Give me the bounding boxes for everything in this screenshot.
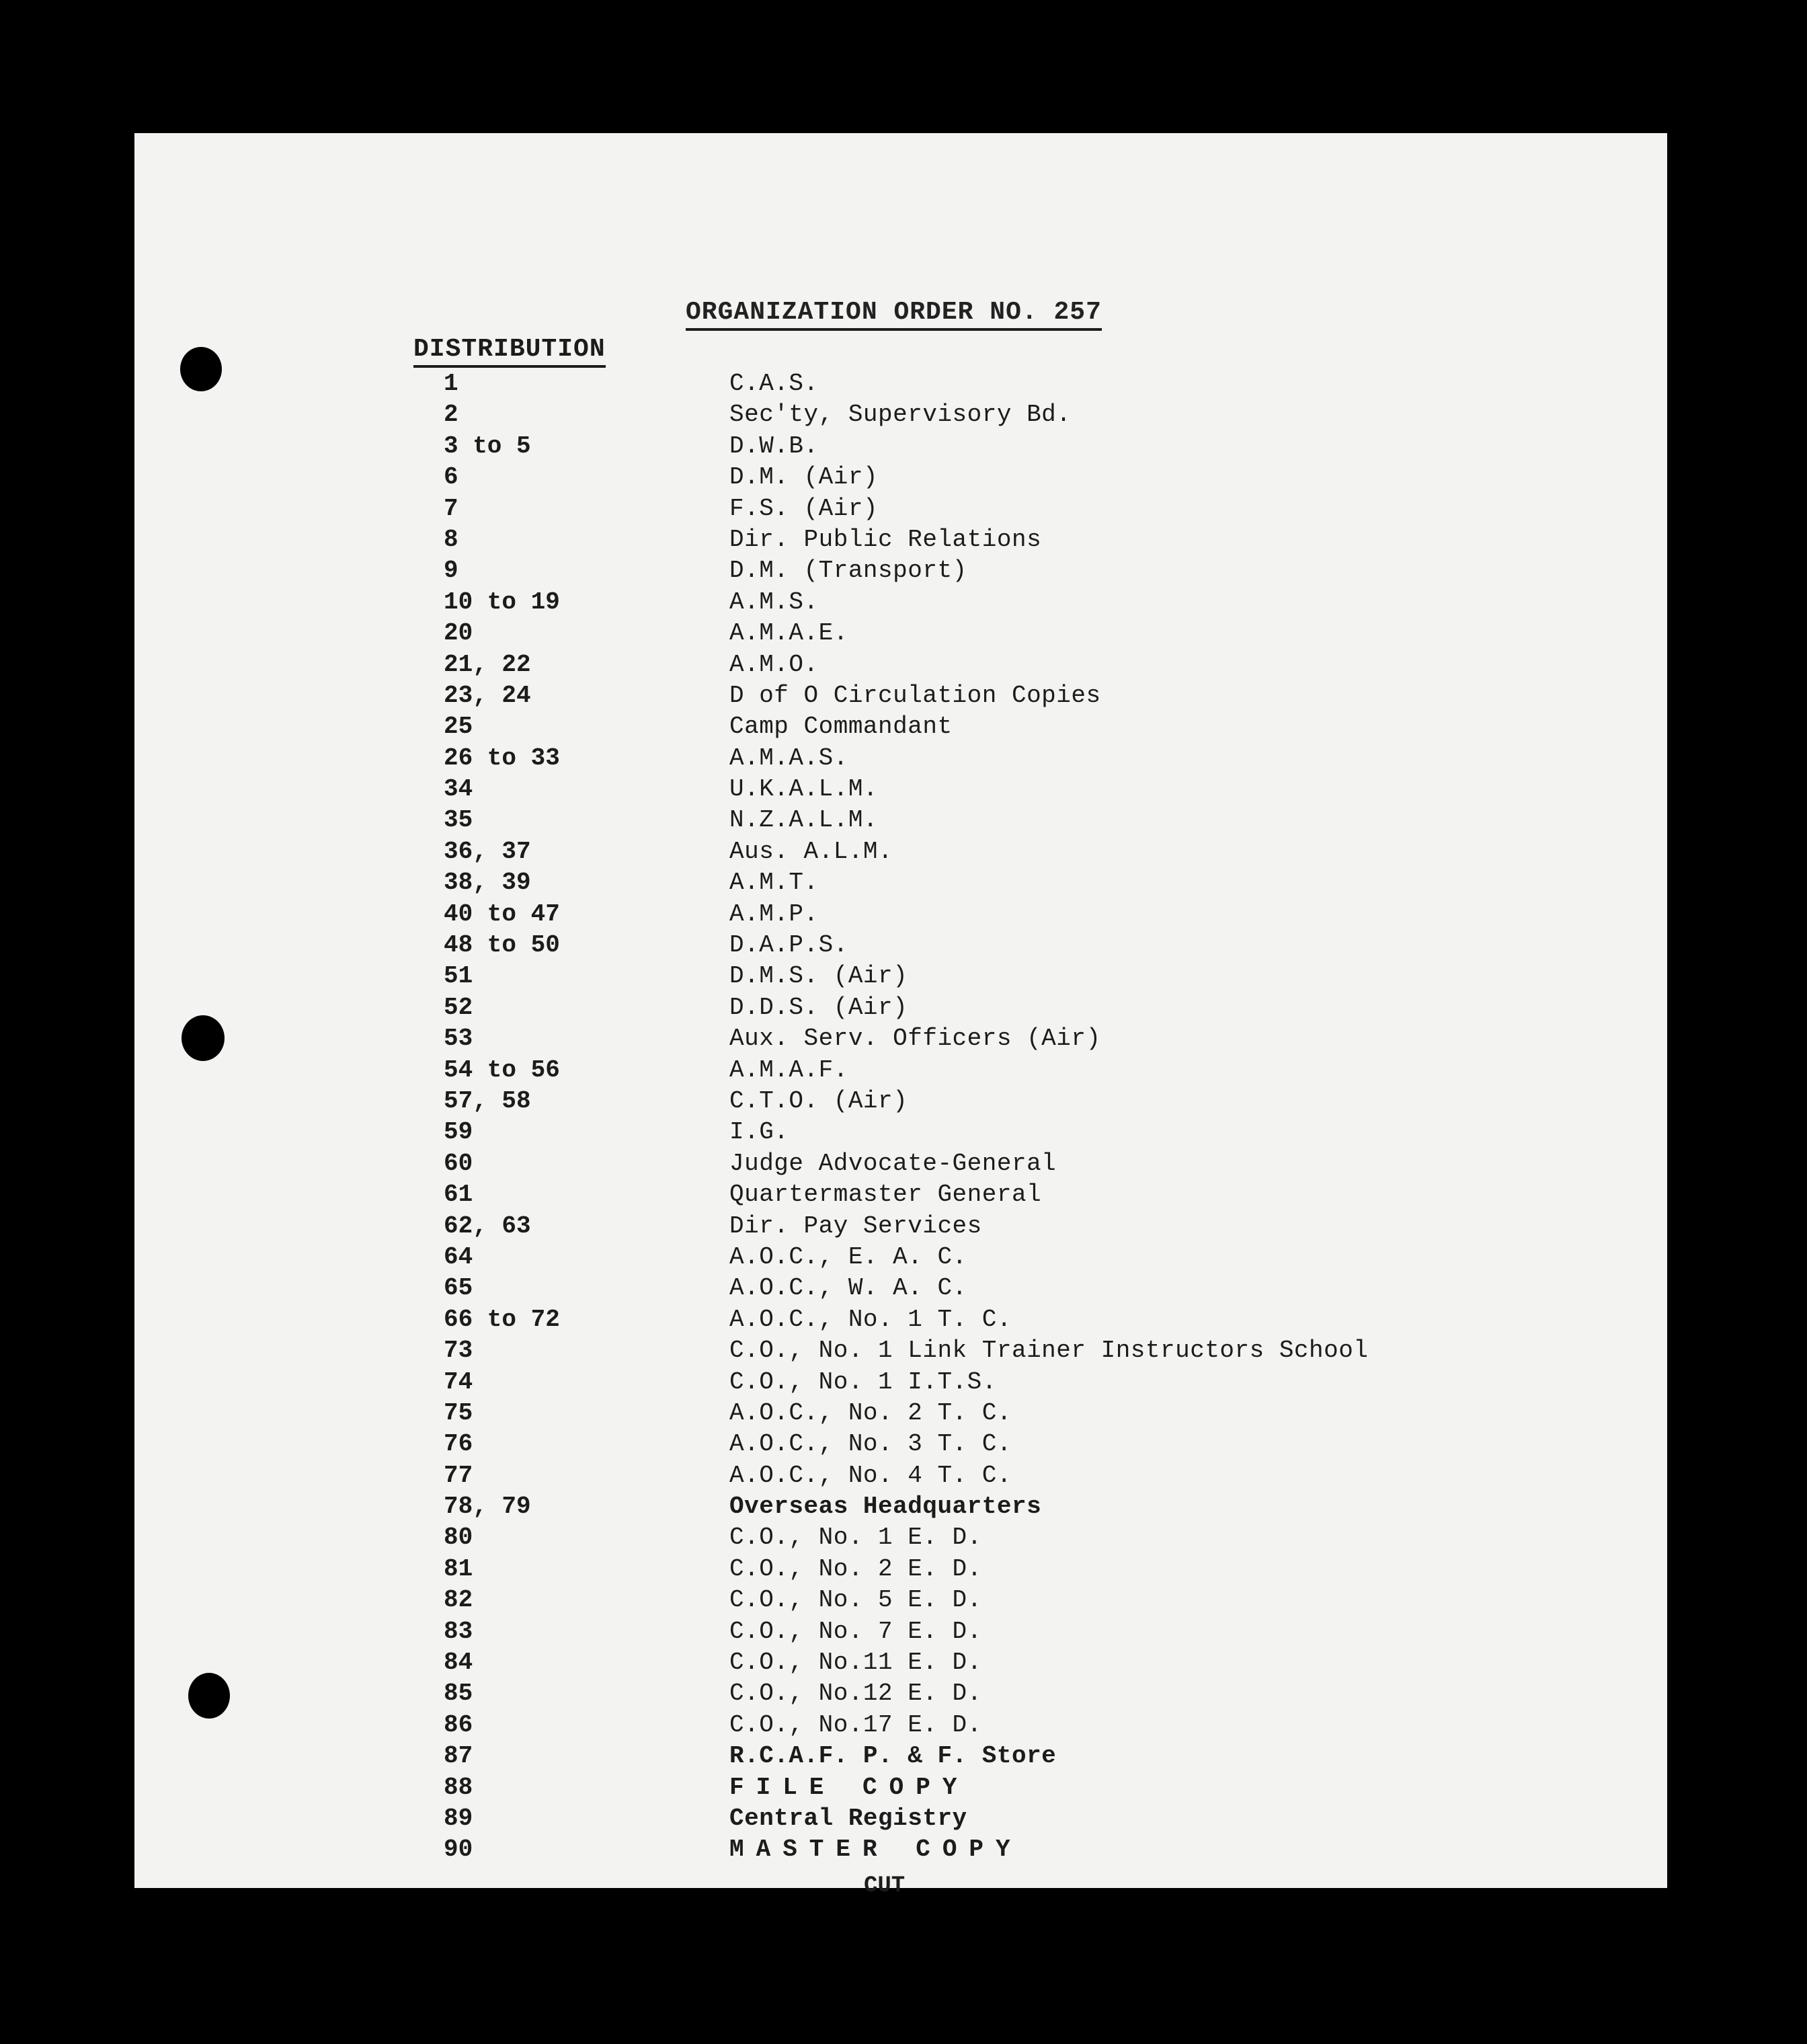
- distribution-number: 90: [444, 1836, 473, 1864]
- document-title: ORGANIZATION ORDER NO. 257: [686, 298, 1102, 331]
- document-page: [134, 133, 1667, 1899]
- distribution-number: 51: [444, 962, 473, 990]
- distribution-number: 40 to 47: [444, 900, 560, 928]
- distribution-recipient: Camp Commandant: [729, 713, 953, 741]
- distribution-number: 64: [444, 1243, 473, 1271]
- distribution-recipient: C.O., No. 1 Link Trainer Instructors School: [729, 1337, 1369, 1365]
- distribution-recipient: R.C.A.F. P. & F. Store: [729, 1742, 1057, 1770]
- distribution-number: 74: [444, 1368, 473, 1396]
- distribution-recipient: Central Registry: [729, 1804, 967, 1832]
- distribution-recipient: A.M.T.: [729, 869, 819, 897]
- distribution-recipient: A.M.O.: [729, 650, 819, 678]
- distribution-recipient: C.O., No. 1 I.T.S.: [729, 1368, 997, 1396]
- distribution-number: 82: [444, 1586, 473, 1614]
- distribution-recipient: FILE COPY: [729, 1773, 969, 1801]
- distribution-recipient: C.O., No.11 E. D.: [729, 1649, 982, 1677]
- distribution-recipient: Judge Advocate-General: [729, 1149, 1057, 1177]
- distribution-number: 65: [444, 1274, 473, 1302]
- distribution-heading: DISTRIBUTION: [413, 335, 606, 368]
- distribution-number: 26 to 33: [444, 744, 560, 772]
- distribution-number: 3 to 5: [444, 432, 531, 460]
- distribution-number: 35: [444, 806, 473, 834]
- distribution-recipient: F.S. (Air): [729, 494, 879, 522]
- distribution-number: 8: [444, 525, 458, 553]
- distribution-recipient: Sec'ty, Supervisory Bd.: [729, 401, 1072, 429]
- distribution-number: 25: [444, 713, 473, 741]
- distribution-number: 89: [444, 1804, 473, 1832]
- distribution-number: 36, 37: [444, 837, 531, 865]
- distribution-number: 7: [444, 494, 458, 522]
- distribution-number: 85: [444, 1680, 473, 1708]
- distribution-number: 52: [444, 993, 473, 1021]
- distribution-recipient: C.O., No.17 E. D.: [729, 1711, 982, 1739]
- distribution-number: 73: [444, 1337, 473, 1365]
- distribution-number: 84: [444, 1649, 473, 1677]
- punch-hole-bottom: [188, 1673, 230, 1719]
- distribution-number: 20: [444, 619, 473, 647]
- distribution-recipient: Dir. Pay Services: [729, 1212, 982, 1240]
- distribution-recipient: A.O.C., No. 4 T. C.: [729, 1461, 1012, 1489]
- distribution-number: 75: [444, 1399, 473, 1427]
- distribution-recipient: D.M.S. (Air): [729, 962, 908, 990]
- distribution-recipient: U.K.A.L.M.: [729, 775, 879, 803]
- distribution-number: 83: [444, 1617, 473, 1645]
- distribution-recipient: Aus. A.L.M.: [729, 837, 893, 865]
- distribution-recipient: C.O., No. 7 E. D.: [729, 1617, 982, 1645]
- distribution-recipient: D.D.S. (Air): [729, 993, 908, 1021]
- distribution-number: 86: [444, 1711, 473, 1739]
- distribution-recipient: A.M.P.: [729, 900, 819, 928]
- distribution-recipient: C.O., No. 5 E. D.: [729, 1586, 982, 1614]
- distribution-number: 76: [444, 1430, 473, 1458]
- distribution-number: 34: [444, 775, 473, 803]
- distribution-recipient: A.M.A.S.: [729, 744, 848, 772]
- distribution-recipient: C.O., No. 1 E. D.: [729, 1524, 982, 1552]
- distribution-number: 53: [444, 1025, 473, 1053]
- distribution-recipient: A.O.C., No. 1 T. C.: [729, 1305, 1012, 1333]
- distribution-number: 77: [444, 1461, 473, 1489]
- distribution-recipient: C.A.S.: [729, 370, 819, 397]
- distribution-number: 61: [444, 1181, 473, 1209]
- punch-hole-top: [180, 347, 222, 391]
- distribution-recipient: A.O.C., E. A. C.: [729, 1243, 967, 1271]
- distribution-number: 78, 79: [444, 1493, 531, 1521]
- distribution-number: 23, 24: [444, 681, 531, 709]
- distribution-number: 21, 22: [444, 650, 531, 678]
- distribution-recipient: D of O Circulation Copies: [729, 681, 1101, 709]
- distribution-number: 81: [444, 1555, 473, 1583]
- distribution-recipient: A.M.S.: [729, 588, 819, 616]
- distribution-number: 38, 39: [444, 869, 531, 897]
- distribution-number: 54 to 56: [444, 1056, 560, 1084]
- distribution-recipient: A.O.C., No. 2 T. C.: [729, 1399, 1012, 1427]
- distribution-recipient: D.A.P.S.: [729, 931, 848, 959]
- distribution-recipient: Overseas Headquarters: [729, 1493, 1042, 1521]
- distribution-recipient: MASTER COPY: [729, 1836, 1022, 1864]
- distribution-number: 6: [444, 463, 458, 492]
- distribution-number: 57, 58: [444, 1087, 531, 1115]
- distribution-number: 1: [444, 370, 458, 397]
- distribution-number: 60: [444, 1149, 473, 1177]
- distribution-number: 10 to 19: [444, 588, 560, 616]
- distribution-number: 88: [444, 1773, 473, 1801]
- distribution-number: 48 to 50: [444, 931, 560, 959]
- distribution-number: 80: [444, 1524, 473, 1552]
- distribution-recipient: D.M. (Air): [729, 463, 879, 492]
- footer-text: CUT: [864, 1873, 906, 1899]
- distribution-number: 59: [444, 1118, 473, 1146]
- distribution-number: 66 to 72: [444, 1305, 560, 1333]
- distribution-recipient: Aux. Serv. Officers (Air): [729, 1025, 1101, 1053]
- distribution-recipient: C.O., No. 2 E. D.: [729, 1555, 982, 1583]
- distribution-recipient: C.O., No.12 E. D.: [729, 1680, 982, 1708]
- distribution-recipient: C.T.O. (Air): [729, 1087, 908, 1115]
- distribution-recipient: D.M. (Transport): [729, 557, 967, 585]
- distribution-recipient: I.G.: [729, 1118, 789, 1146]
- distribution-recipient: A.O.C., W. A. C.: [729, 1274, 967, 1302]
- distribution-number: 87: [444, 1742, 473, 1770]
- distribution-recipient: Dir. Public Relations: [729, 525, 1042, 553]
- distribution-recipient: Quartermaster General: [729, 1181, 1042, 1209]
- distribution-recipient: A.M.A.F.: [729, 1056, 848, 1084]
- distribution-recipient: A.O.C., No. 3 T. C.: [729, 1430, 1012, 1458]
- distribution-recipient: N.Z.A.L.M.: [729, 806, 879, 834]
- distribution-recipient: D.W.B.: [729, 432, 819, 460]
- distribution-recipient: A.M.A.E.: [729, 619, 848, 647]
- punch-hole-middle: [182, 1015, 225, 1061]
- distribution-number: 9: [444, 557, 458, 585]
- distribution-number: 62, 63: [444, 1212, 531, 1240]
- distribution-number: 2: [444, 401, 458, 429]
